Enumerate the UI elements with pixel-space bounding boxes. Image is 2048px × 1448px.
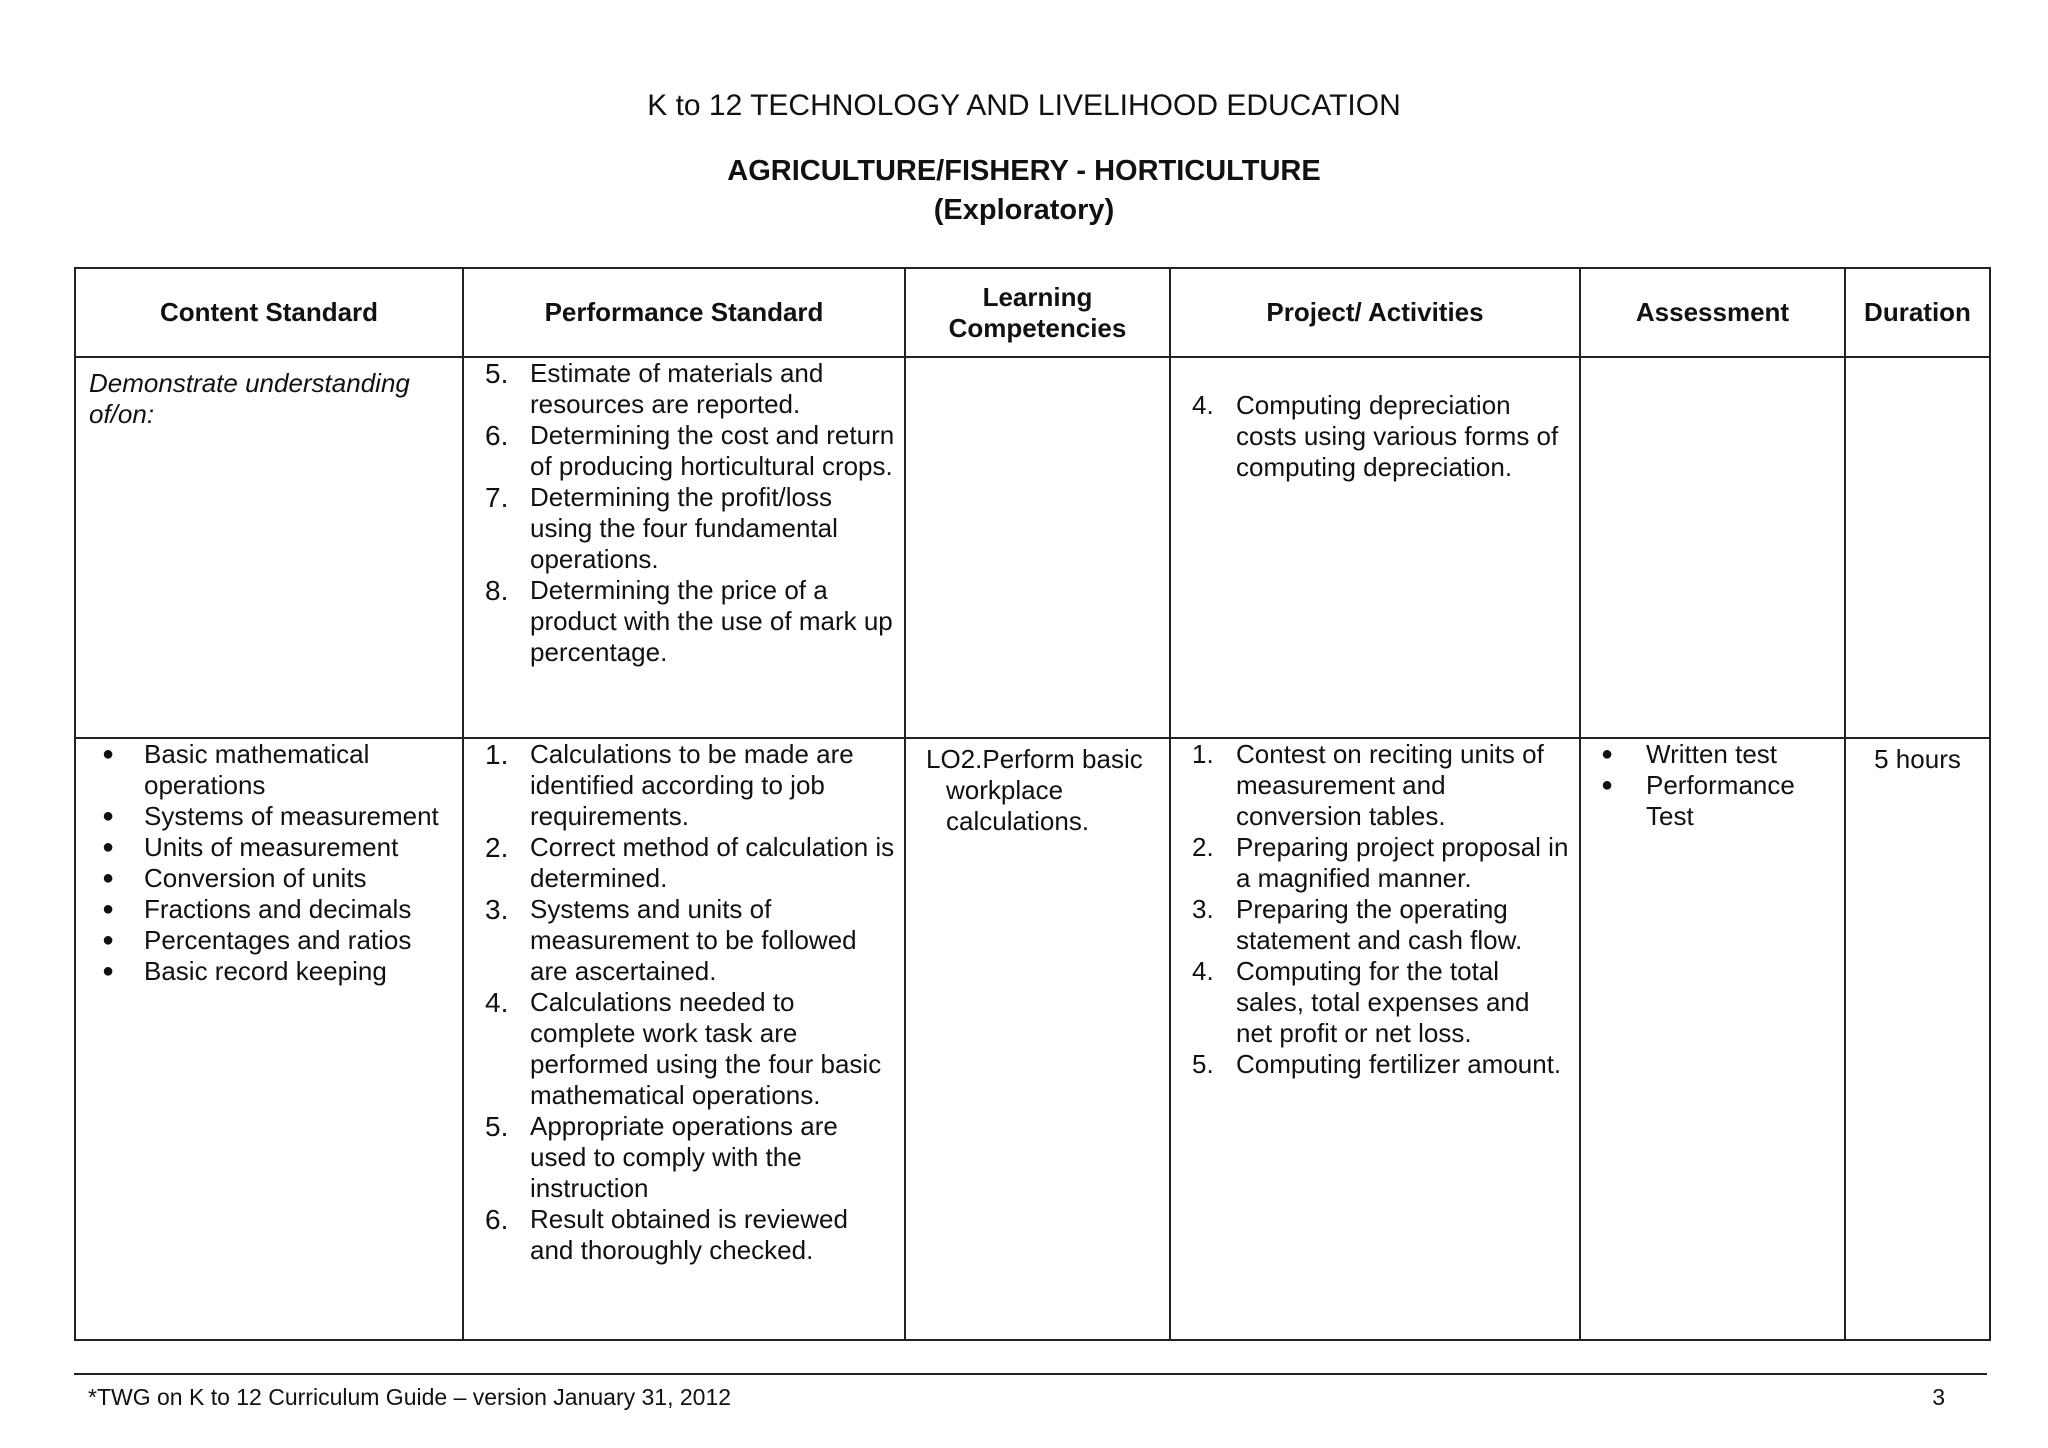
performance-standard-cell: [463, 357, 905, 738]
list-item: 3. Systems and units of measurement to be followed are ascertained.: [485, 894, 857, 986]
list-item: 6. Result obtained is reviewed and thoroughly checked.: [485, 1204, 848, 1265]
content-standard-cell: [75, 738, 463, 1340]
list-item: ● Units of measurement: [102, 832, 399, 862]
subtitle-level: (Exploratory): [933, 194, 1115, 226]
table-row: [75, 738, 1990, 1340]
list-item: ● Conversion of units: [102, 863, 367, 893]
assessment-list: [1581, 739, 1844, 832]
list-item: ● Systems of measurement: [102, 801, 439, 831]
header-learning-competencies: Learning Competencies: [905, 268, 1170, 357]
performance-list: [464, 739, 904, 1266]
list-item: 3. Preparing the operating statement and cash flow.: [1192, 894, 1523, 955]
list-item: ● Written test: [1601, 739, 1778, 769]
list-item: 2. Correct method of calculation is determined.: [485, 832, 895, 893]
list-item: 7. Determining the profit/loss using the four fundamental operations.: [485, 482, 838, 574]
duration-value: 5 hours: [1874, 744, 1961, 774]
header-performance-standard: Performance Standard: [463, 268, 905, 357]
project-list: [1171, 739, 1579, 1080]
list-item: 5. Estimate of materials and resources are reported.: [485, 358, 824, 419]
header-project-activities: Project/ Activities: [1170, 268, 1580, 357]
list-item: 4. Calculations needed to complete work task are performed using the four basic mathematical operations.: [485, 987, 882, 1110]
assessment-cell: [1580, 357, 1845, 738]
learning-outcome-text: LO2.Perform basic workplace calculations.: [926, 744, 1143, 836]
list-item: 4. Computing depreciation costs using various forms of computing depreciation.: [1192, 390, 1559, 482]
table-header-row: [75, 268, 1990, 357]
list-item: 4. Computing for the total sales, total expenses and net profit or net loss.: [1192, 956, 1530, 1048]
duration-cell: [1845, 738, 1990, 1340]
list-item: 5. Appropriate operations are used to comply with the instruction: [485, 1111, 838, 1203]
page-number: 3: [1932, 1384, 1945, 1410]
header-duration: Duration: [1845, 268, 1990, 357]
performance-standard-cell: [463, 738, 905, 1340]
learning-competencies-cell: [905, 357, 1170, 738]
content-intro: Demonstrate understanding of/on:: [89, 368, 410, 429]
list-item: 1. Calculations to be made are identified according to job requirements.: [485, 739, 854, 831]
document-title: K to 12 TECHNOLOGY AND LIVELIHOOD EDUCATION: [647, 89, 1401, 122]
assessment-cell: [1580, 738, 1845, 1340]
footer-note: *TWG on K to 12 Curriculum Guide – version January 31, 2012: [88, 1384, 732, 1410]
learning-competencies-cell: [905, 738, 1170, 1340]
list-item: 5. Computing fertilizer amount.: [1192, 1049, 1562, 1079]
project-activities-cell: [1170, 738, 1580, 1340]
project-list: [1171, 358, 1579, 483]
project-activities-cell: [1170, 357, 1580, 738]
footer-divider: [74, 1373, 1987, 1375]
document-subtitle: [0, 152, 2048, 230]
list-item: ● Basic mathematical operations: [102, 739, 370, 800]
list-item: 8. Determining the price of a product with the use of mark up percentage.: [485, 575, 893, 667]
list-item: 1. Contest on reciting units of measurement and conversion tables.: [1192, 739, 1544, 831]
list-item: 6. Determining the cost and return of producing horticultural crops.: [485, 420, 895, 481]
learning-outcome: [906, 739, 1169, 837]
list-item: 2. Preparing project proposal in a magnified manner.: [1192, 832, 1569, 893]
subtitle-program: AGRICULTURE/FISHERY - HORTICULTURE: [727, 155, 1321, 187]
header-assessment: Assessment: [1580, 268, 1845, 357]
performance-list: [464, 358, 904, 668]
duration-cell: [1845, 357, 1990, 738]
list-item: ● Basic record keeping: [102, 956, 387, 986]
list-item: ● Performance Test: [1601, 770, 1795, 831]
content-bullet-list: [76, 739, 462, 987]
content-standard-cell: [75, 357, 463, 738]
list-item: ● Fractions and decimals: [102, 894, 412, 924]
curriculum-table: [74, 267, 1991, 1341]
header-content-standard: Content Standard: [75, 268, 463, 357]
list-item: ● Percentages and ratios: [102, 925, 412, 955]
table-row: [75, 357, 1990, 738]
